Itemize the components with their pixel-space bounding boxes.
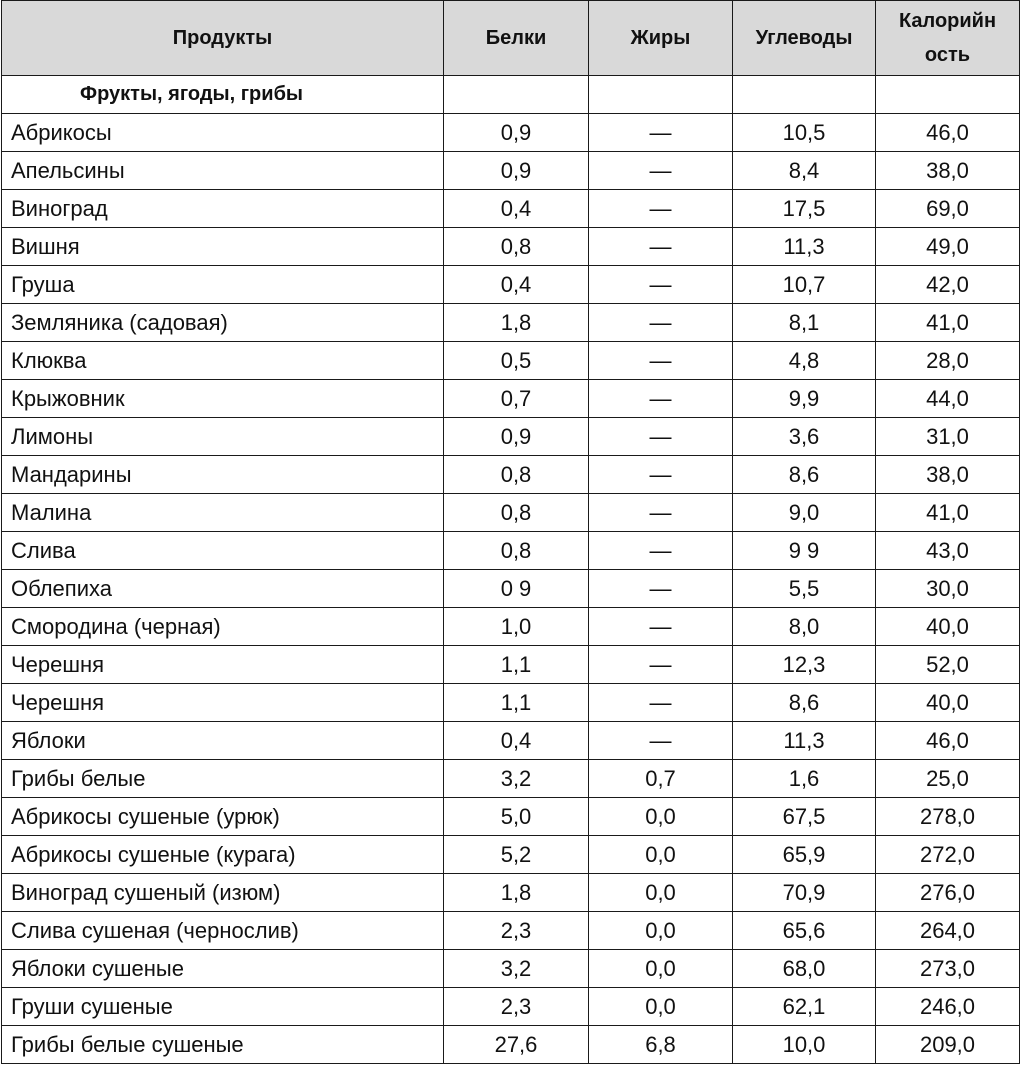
fat-cell: 0,7 — [589, 760, 733, 798]
table-row — [2, 798, 1020, 836]
protein-cell: 3,2 — [444, 950, 589, 988]
protein-cell: 0,4 — [444, 722, 589, 760]
table-row — [2, 836, 1020, 874]
carbs-cell: 5,5 — [733, 570, 876, 608]
calories-cell: 25,0 — [876, 760, 1020, 798]
protein-cell: 0,4 — [444, 190, 589, 228]
header-row — [2, 1, 1020, 76]
fat-cell: — — [589, 456, 733, 494]
carbs-cell: 8,6 — [733, 456, 876, 494]
calories-cell: 44,0 — [876, 380, 1020, 418]
table-row — [2, 1026, 1020, 1064]
fat-cell: — — [589, 114, 733, 152]
table-row — [2, 874, 1020, 912]
product-name-cell: Абрикосы сушеные (курага) — [2, 836, 444, 874]
calories-cell: 46,0 — [876, 722, 1020, 760]
fat-cell: — — [589, 722, 733, 760]
fat-cell: — — [589, 228, 733, 266]
protein-cell: 5,0 — [444, 798, 589, 836]
table-row — [2, 152, 1020, 190]
carbs-cell: 65,9 — [733, 836, 876, 874]
section-empty-cell — [876, 76, 1020, 114]
product-name-cell: Крыжовник — [2, 380, 444, 418]
protein-cell: 0,5 — [444, 342, 589, 380]
fat-cell: 0,0 — [589, 912, 733, 950]
table-row — [2, 950, 1020, 988]
carbs-cell: 11,3 — [733, 228, 876, 266]
table-row — [2, 532, 1020, 570]
calories-cell: 41,0 — [876, 494, 1020, 532]
carbs-cell: 3,6 — [733, 418, 876, 456]
fat-cell: 0,0 — [589, 798, 733, 836]
carbs-cell: 9 9 — [733, 532, 876, 570]
carbs-cell: 17,5 — [733, 190, 876, 228]
fat-cell: — — [589, 608, 733, 646]
table-row — [2, 760, 1020, 798]
fat-cell: 0,0 — [589, 874, 733, 912]
product-name-cell: Малина — [2, 494, 444, 532]
protein-cell: 1,1 — [444, 646, 589, 684]
carbs-cell: 12,3 — [733, 646, 876, 684]
fat-cell: — — [589, 570, 733, 608]
protein-cell: 1,8 — [444, 304, 589, 342]
table-row — [2, 304, 1020, 342]
header-proteins: Белки — [444, 1, 589, 76]
table-row — [2, 228, 1020, 266]
table-row — [2, 114, 1020, 152]
header-products: Продукты — [2, 1, 444, 76]
nutrition-table — [1, 0, 1020, 1064]
table-body — [2, 76, 1020, 1064]
protein-cell: 0,8 — [444, 494, 589, 532]
carbs-cell: 8,6 — [733, 684, 876, 722]
protein-cell: 0 9 — [444, 570, 589, 608]
protein-cell: 3,2 — [444, 760, 589, 798]
protein-cell: 2,3 — [444, 988, 589, 1026]
table-row — [2, 380, 1020, 418]
carbs-cell: 8,0 — [733, 608, 876, 646]
fat-cell: — — [589, 152, 733, 190]
fat-cell: — — [589, 684, 733, 722]
product-name-cell: Слива сушеная (чернослив) — [2, 912, 444, 950]
section-empty-cell — [733, 76, 876, 114]
table-row — [2, 266, 1020, 304]
product-name-cell: Смородина (черная) — [2, 608, 444, 646]
calories-cell: 46,0 — [876, 114, 1020, 152]
fat-cell: 0,0 — [589, 988, 733, 1026]
section-empty-cell — [444, 76, 589, 114]
carbs-cell: 10,5 — [733, 114, 876, 152]
product-name-cell: Грибы белые сушеные — [2, 1026, 444, 1064]
protein-cell: 0,9 — [444, 418, 589, 456]
section-empty-cell — [589, 76, 733, 114]
carbs-cell: 10,0 — [733, 1026, 876, 1064]
calories-cell: 272,0 — [876, 836, 1020, 874]
protein-cell: 1,8 — [444, 874, 589, 912]
carbs-cell: 9,9 — [733, 380, 876, 418]
protein-cell: 2,3 — [444, 912, 589, 950]
carbs-cell: 65,6 — [733, 912, 876, 950]
calories-cell: 246,0 — [876, 988, 1020, 1026]
product-name-cell: Груши сушеные — [2, 988, 444, 1026]
table-row — [2, 418, 1020, 456]
calories-cell: 38,0 — [876, 152, 1020, 190]
table-row — [2, 912, 1020, 950]
calories-cell: 273,0 — [876, 950, 1020, 988]
table-row — [2, 456, 1020, 494]
carbs-cell: 9,0 — [733, 494, 876, 532]
calories-cell: 49,0 — [876, 228, 1020, 266]
protein-cell: 5,2 — [444, 836, 589, 874]
table-row — [2, 342, 1020, 380]
table-row — [2, 494, 1020, 532]
section-title: Фрукты, ягоды, грибы — [2, 76, 444, 114]
calories-cell: 42,0 — [876, 266, 1020, 304]
fat-cell: 0,0 — [589, 836, 733, 874]
carbs-cell: 62,1 — [733, 988, 876, 1026]
product-name-cell: Черешня — [2, 684, 444, 722]
fat-cell: — — [589, 494, 733, 532]
table-row — [2, 608, 1020, 646]
protein-cell: 0,9 — [444, 114, 589, 152]
fat-cell: 6,8 — [589, 1026, 733, 1064]
carbs-cell: 67,5 — [733, 798, 876, 836]
header-fats: Жиры — [589, 1, 733, 76]
calories-cell: 41,0 — [876, 304, 1020, 342]
fat-cell: — — [589, 418, 733, 456]
carbs-cell: 10,7 — [733, 266, 876, 304]
fat-cell: 0,0 — [589, 950, 733, 988]
calories-cell: 278,0 — [876, 798, 1020, 836]
calories-cell: 31,0 — [876, 418, 1020, 456]
product-name-cell: Клюква — [2, 342, 444, 380]
carbs-cell: 1,6 — [733, 760, 876, 798]
table-row — [2, 646, 1020, 684]
protein-cell: 27,6 — [444, 1026, 589, 1064]
carbs-cell: 70,9 — [733, 874, 876, 912]
product-name-cell: Вишня — [2, 228, 444, 266]
protein-cell: 0,7 — [444, 380, 589, 418]
carbs-cell: 11,3 — [733, 722, 876, 760]
calories-cell: 209,0 — [876, 1026, 1020, 1064]
carbs-cell: 8,4 — [733, 152, 876, 190]
table-row — [2, 190, 1020, 228]
protein-cell: 1,1 — [444, 684, 589, 722]
product-name-cell: Лимоны — [2, 418, 444, 456]
product-name-cell: Облепиха — [2, 570, 444, 608]
protein-cell: 0,8 — [444, 228, 589, 266]
protein-cell: 1,0 — [444, 608, 589, 646]
fat-cell: — — [589, 342, 733, 380]
table-row — [2, 684, 1020, 722]
header-calories: Калорийн ость — [876, 1, 1020, 76]
calories-cell: 276,0 — [876, 874, 1020, 912]
fat-cell: — — [589, 304, 733, 342]
carbs-cell: 4,8 — [733, 342, 876, 380]
product-name-cell: Слива — [2, 532, 444, 570]
fat-cell: — — [589, 266, 733, 304]
product-name-cell: Абрикосы сушеные (урюк) — [2, 798, 444, 836]
calories-cell: 52,0 — [876, 646, 1020, 684]
calories-cell: 30,0 — [876, 570, 1020, 608]
product-name-cell: Грибы белые — [2, 760, 444, 798]
table-row — [2, 988, 1020, 1026]
product-name-cell: Виноград сушеный (изюм) — [2, 874, 444, 912]
calories-cell: 43,0 — [876, 532, 1020, 570]
protein-cell: 0,9 — [444, 152, 589, 190]
product-name-cell: Виноград — [2, 190, 444, 228]
calories-cell: 264,0 — [876, 912, 1020, 950]
fat-cell: — — [589, 190, 733, 228]
fat-cell: — — [589, 380, 733, 418]
table-header — [2, 1, 1020, 76]
calories-cell: 40,0 — [876, 684, 1020, 722]
fat-cell: — — [589, 646, 733, 684]
calories-cell: 28,0 — [876, 342, 1020, 380]
product-name-cell: Черешня — [2, 646, 444, 684]
carbs-cell: 68,0 — [733, 950, 876, 988]
protein-cell: 0,4 — [444, 266, 589, 304]
table-row — [2, 570, 1020, 608]
product-name-cell: Яблоки — [2, 722, 444, 760]
header-carbs: Углеводы — [733, 1, 876, 76]
calories-cell: 40,0 — [876, 608, 1020, 646]
product-name-cell: Земляника (садовая) — [2, 304, 444, 342]
product-name-cell: Груша — [2, 266, 444, 304]
product-name-cell: Мандарины — [2, 456, 444, 494]
calories-cell: 38,0 — [876, 456, 1020, 494]
protein-cell: 0,8 — [444, 532, 589, 570]
product-name-cell: Яблоки сушеные — [2, 950, 444, 988]
calories-cell: 69,0 — [876, 190, 1020, 228]
carbs-cell: 8,1 — [733, 304, 876, 342]
protein-cell: 0,8 — [444, 456, 589, 494]
product-name-cell: Абрикосы — [2, 114, 444, 152]
table-row — [2, 722, 1020, 760]
product-name-cell: Апельсины — [2, 152, 444, 190]
section-row — [2, 76, 1020, 114]
fat-cell: — — [589, 532, 733, 570]
